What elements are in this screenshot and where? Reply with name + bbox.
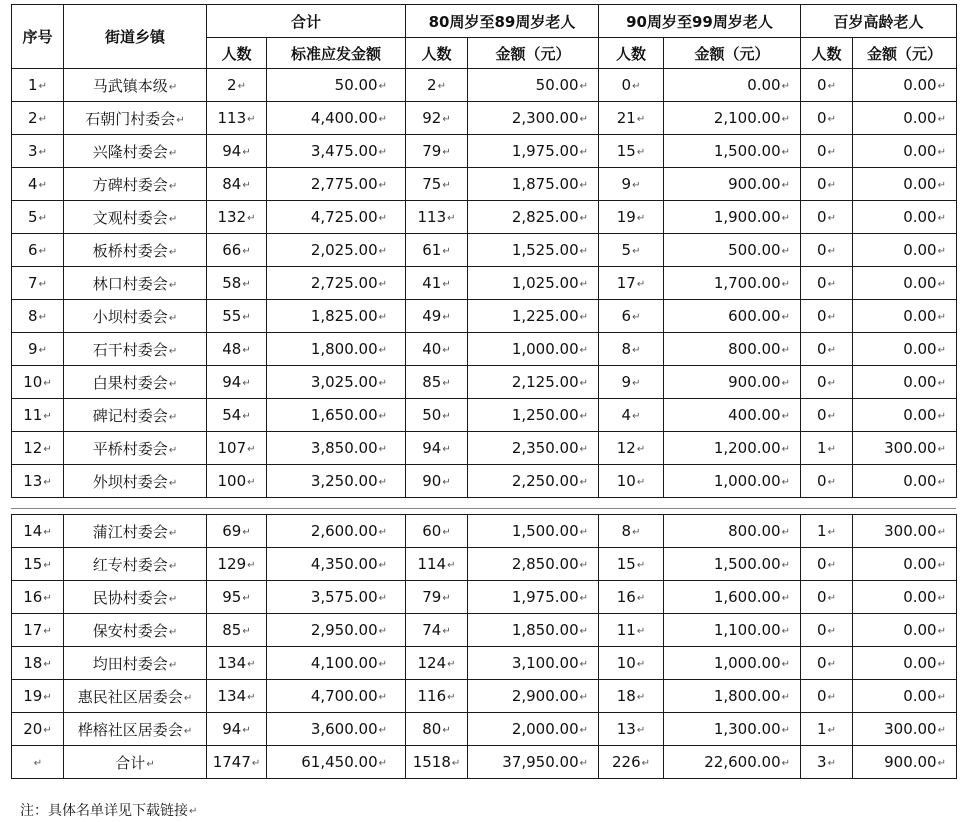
- cell-count-80: 75 ↵: [406, 168, 468, 201]
- cell-total-count: 2 ↵: [207, 69, 267, 102]
- cell-standard-amount: 4,100.00 ↵: [267, 647, 406, 680]
- cell-count-80: 40 ↵: [406, 333, 468, 366]
- cell-count-90: 6 ↵: [599, 300, 664, 333]
- cell-standard-amount: 3,250.00 ↵: [267, 465, 406, 498]
- cell-count-90: 12 ↵: [599, 432, 664, 465]
- cell-standard-amount: 2,775.00 ↵: [267, 168, 406, 201]
- cell-seq: 3 ↵: [12, 135, 64, 168]
- cell-seq: 13 ↵: [12, 465, 64, 498]
- cell-amount-90: 1,600.00 ↵: [664, 581, 801, 614]
- cell-total-count: 69 ↵: [207, 515, 267, 548]
- cell-seq: 6 ↵: [12, 234, 64, 267]
- cell-amount-80: 1,975.00 ↵: [468, 135, 599, 168]
- cell-amount-100: 0.00 ↵: [853, 300, 957, 333]
- cell-amount-80: 1,975.00 ↵: [468, 581, 599, 614]
- header-group-80: 80周岁至89周岁老人: [406, 5, 599, 38]
- cell-total-count: 107 ↵: [207, 432, 267, 465]
- cell-count-100: 1 ↵: [801, 515, 853, 548]
- cell-amount-100: 300.00 ↵: [853, 432, 957, 465]
- cell-total-count: 113 ↵: [207, 102, 267, 135]
- cell-count-90: 8 ↵: [599, 515, 664, 548]
- header-group-90: 90周岁至99周岁老人: [599, 5, 801, 38]
- cell-count-100: 0 ↵: [801, 333, 853, 366]
- cell-count-80: 50 ↵: [406, 399, 468, 432]
- cell-total-count: 58 ↵: [207, 267, 267, 300]
- cell-seq: 11 ↵: [12, 399, 64, 432]
- cell-count-90: 15 ↵: [599, 135, 664, 168]
- cell-count-100: 0 ↵: [801, 201, 853, 234]
- cell-amount-90: 1,500.00 ↵: [664, 548, 801, 581]
- total-seq: [12, 746, 64, 779]
- cell-seq: 1 ↵: [12, 69, 64, 102]
- cell-total-count: 132 ↵: [207, 201, 267, 234]
- cell-amount-90: 800.00 ↵: [664, 333, 801, 366]
- cell-amount-100: 0.00 ↵: [853, 399, 957, 432]
- table-row: [12, 201, 957, 234]
- cell-amount-90: 1,300.00 ↵: [664, 713, 801, 746]
- header-total-group: 合计: [207, 5, 406, 38]
- cell-amount-90: 800.00 ↵: [664, 515, 801, 548]
- elderly-subsidy-table-top: [11, 4, 957, 498]
- cell-amount-90: 1,000.00 ↵: [664, 647, 801, 680]
- cell-town: 小坝村委会 ↵: [64, 300, 207, 333]
- table-row: [12, 102, 957, 135]
- cell-count-100: 1 ↵: [801, 432, 853, 465]
- page-break-line: [11, 508, 956, 509]
- cell-standard-amount: 3,600.00 ↵: [267, 713, 406, 746]
- cell-count-100: 0 ↵: [801, 267, 853, 300]
- cell-amount-100: 300.00 ↵: [853, 713, 957, 746]
- cell-amount-80: 2,900.00 ↵: [468, 680, 599, 713]
- cell-amount-100: 0.00 ↵: [853, 333, 957, 366]
- cell-town: 板桥村委会 ↵: [64, 234, 207, 267]
- cell-count-80: 113 ↵: [406, 201, 468, 234]
- cell-amount-90: 400.00 ↵: [664, 399, 801, 432]
- cell-amount-90: 1,200.00 ↵: [664, 432, 801, 465]
- cell-amount-80: 1,850.00 ↵: [468, 614, 599, 647]
- cell-town: 碑记村委会 ↵: [64, 399, 207, 432]
- cell-standard-amount: 1,825.00 ↵: [267, 300, 406, 333]
- cell-amount-90: 1,500.00 ↵: [664, 135, 801, 168]
- cell-total-count: 134 ↵: [207, 647, 267, 680]
- cell-amount-80: 1,025.00 ↵: [468, 267, 599, 300]
- header-90-count: 人数: [599, 38, 664, 69]
- cell-total-count: 94 ↵: [207, 135, 267, 168]
- cell-amount-80: 50.00 ↵: [468, 69, 599, 102]
- table-row: [12, 69, 957, 102]
- cell-amount-90: 1,000.00 ↵: [664, 465, 801, 498]
- cell-seq: 2 ↵: [12, 102, 64, 135]
- cell-amount-100: 0.00 ↵: [853, 614, 957, 647]
- cell-amount-80: 2,125.00 ↵: [468, 366, 599, 399]
- cell-total-count: 95 ↵: [207, 581, 267, 614]
- cell-amount-100: 300.00 ↵: [853, 515, 957, 548]
- cell-total-count: 94 ↵: [207, 366, 267, 399]
- cell-standard-amount: 50.00 ↵: [267, 69, 406, 102]
- cell-standard-amount: 3,850.00 ↵: [267, 432, 406, 465]
- table-body-top: [12, 69, 957, 498]
- cell-standard-amount: 4,725.00 ↵: [267, 201, 406, 234]
- cell-amount-90: 1,800.00 ↵: [664, 680, 801, 713]
- cell-count-90: 13 ↵: [599, 713, 664, 746]
- cell-seq: 18 ↵: [12, 647, 64, 680]
- cell-total-count: 134 ↵: [207, 680, 267, 713]
- cell-amount-80: 2,250.00 ↵: [468, 465, 599, 498]
- cell-town: 均田村委会 ↵: [64, 647, 207, 680]
- cell-seq: 7 ↵: [12, 267, 64, 300]
- total-town: 合计 ↵: [64, 746, 207, 779]
- table-row: [12, 548, 957, 581]
- cell-amount-100: 0.00 ↵: [853, 267, 957, 300]
- cell-amount-100: 0.00 ↵: [853, 581, 957, 614]
- table-row: [12, 713, 957, 746]
- cell-total-count: 85 ↵: [207, 614, 267, 647]
- cell-standard-amount: 3,575.00 ↵: [267, 581, 406, 614]
- cell-count-100: 0 ↵: [801, 69, 853, 102]
- cell-amount-90: 1,700.00 ↵: [664, 267, 801, 300]
- cell-amount-80: 2,300.00 ↵: [468, 102, 599, 135]
- cell-total-count: 100 ↵: [207, 465, 267, 498]
- cell-amount-100: 0.00 ↵: [853, 234, 957, 267]
- total-amount-100: 900.00 ↵: [853, 746, 957, 779]
- cell-amount-80: 1,000.00 ↵: [468, 333, 599, 366]
- header-100-count: 人数: [801, 38, 853, 69]
- cell-count-90: 11 ↵: [599, 614, 664, 647]
- cell-town: 兴隆村委会 ↵: [64, 135, 207, 168]
- cell-standard-amount: 1,650.00 ↵: [267, 399, 406, 432]
- cell-count-90: 10 ↵: [599, 647, 664, 680]
- cell-town: 红专村委会 ↵: [64, 548, 207, 581]
- cell-amount-90: 2,100.00 ↵: [664, 102, 801, 135]
- total-count-80: 1518 ↵: [406, 746, 468, 779]
- cell-amount-80: 1,525.00 ↵: [468, 234, 599, 267]
- cell-amount-80: 2,350.00 ↵: [468, 432, 599, 465]
- header-standard-amount: 标准应发金额: [267, 38, 406, 69]
- cell-count-80: 85 ↵: [406, 366, 468, 399]
- table-row: [12, 300, 957, 333]
- cell-count-80: 74 ↵: [406, 614, 468, 647]
- cell-amount-80: 2,850.00 ↵: [468, 548, 599, 581]
- cell-amount-100: 0.00 ↵: [853, 465, 957, 498]
- cell-count-90: 5 ↵: [599, 234, 664, 267]
- cell-count-80: 49 ↵: [406, 300, 468, 333]
- cell-amount-100: 0.00 ↵: [853, 366, 957, 399]
- cell-town: 马武镇本级 ↵: [64, 69, 207, 102]
- cell-count-100: 0 ↵: [801, 581, 853, 614]
- cell-amount-90: 900.00 ↵: [664, 168, 801, 201]
- header-90-amount: 金额（元）: [664, 38, 801, 69]
- cell-count-100: 0 ↵: [801, 168, 853, 201]
- cell-standard-amount: 3,025.00 ↵: [267, 366, 406, 399]
- cell-amount-100: 0.00 ↵: [853, 168, 957, 201]
- cell-count-90: 0 ↵: [599, 69, 664, 102]
- header-row-1: [12, 5, 957, 38]
- cell-amount-90: 0.00 ↵: [664, 69, 801, 102]
- cell-town: 民协村委会 ↵: [64, 581, 207, 614]
- cell-standard-amount: 4,350.00 ↵: [267, 548, 406, 581]
- cell-town: 惠民社区居委会 ↵: [64, 680, 207, 713]
- cell-town: 方碑村委会 ↵: [64, 168, 207, 201]
- cell-town: 桦榕社区居委会 ↵: [64, 713, 207, 746]
- table-row: [12, 168, 957, 201]
- cell-amount-80: 1,225.00 ↵: [468, 300, 599, 333]
- cell-total-count: 48 ↵: [207, 333, 267, 366]
- cell-seq: 12 ↵: [12, 432, 64, 465]
- cell-amount-90: 600.00 ↵: [664, 300, 801, 333]
- cell-seq: 4 ↵: [12, 168, 64, 201]
- cell-count-80: 114 ↵: [406, 548, 468, 581]
- cell-town: 蒲江村委会 ↵: [64, 515, 207, 548]
- cell-seq: 8 ↵: [12, 300, 64, 333]
- cell-count-80: 60 ↵: [406, 515, 468, 548]
- cell-seq: 14 ↵: [12, 515, 64, 548]
- cell-count-100: 0 ↵: [801, 614, 853, 647]
- header-total-count: 人数: [207, 38, 267, 69]
- table-row: [12, 432, 957, 465]
- cell-amount-80: 2,000.00 ↵: [468, 713, 599, 746]
- cell-standard-amount: 2,025.00 ↵: [267, 234, 406, 267]
- cell-count-90: 18 ↵: [599, 680, 664, 713]
- table-row: [12, 399, 957, 432]
- table-body-bottom: [12, 515, 957, 779]
- cell-count-80: 94 ↵: [406, 432, 468, 465]
- cell-standard-amount: 2,950.00 ↵: [267, 614, 406, 647]
- cell-count-100: 0 ↵: [801, 647, 853, 680]
- cell-count-100: 0 ↵: [801, 548, 853, 581]
- cell-count-100: 0 ↵: [801, 399, 853, 432]
- cell-amount-80: 1,875.00 ↵: [468, 168, 599, 201]
- cell-count-100: 0 ↵: [801, 465, 853, 498]
- cell-count-80: 90 ↵: [406, 465, 468, 498]
- cell-count-80: 79 ↵: [406, 135, 468, 168]
- cell-count-80: 41 ↵: [406, 267, 468, 300]
- cell-total-count: 129 ↵: [207, 548, 267, 581]
- cell-count-90: 9 ↵: [599, 168, 664, 201]
- cell-amount-100: 0.00 ↵: [853, 102, 957, 135]
- footnote: 注：具体名单详见下载链接 ↵: [20, 800, 197, 820]
- cell-amount-100: 0.00 ↵: [853, 647, 957, 680]
- cell-standard-amount: 2,600.00 ↵: [267, 515, 406, 548]
- cell-amount-80: 3,100.00 ↵: [468, 647, 599, 680]
- table-row: [12, 465, 957, 498]
- cell-seq: 19 ↵: [12, 680, 64, 713]
- cell-count-100: 0 ↵: [801, 366, 853, 399]
- header-seq: 序号: [12, 5, 64, 69]
- cell-count-90: 17 ↵: [599, 267, 664, 300]
- table-row: [12, 234, 957, 267]
- total-total-count: 1747 ↵: [207, 746, 267, 779]
- cell-seq: 20 ↵: [12, 713, 64, 746]
- total-count-100: 3 ↵: [801, 746, 853, 779]
- cell-count-80: 79 ↵: [406, 581, 468, 614]
- cell-count-90: 10 ↵: [599, 465, 664, 498]
- cell-standard-amount: 3,475.00 ↵: [267, 135, 406, 168]
- cell-amount-90: 900.00 ↵: [664, 366, 801, 399]
- total-row: [12, 746, 957, 779]
- cell-amount-90: 500.00 ↵: [664, 234, 801, 267]
- header-80-amount: 金额（元）: [468, 38, 599, 69]
- cell-seq: 15 ↵: [12, 548, 64, 581]
- cell-count-100: 0 ↵: [801, 300, 853, 333]
- cell-count-100: 0 ↵: [801, 135, 853, 168]
- table-row: [12, 647, 957, 680]
- cell-count-90: 19 ↵: [599, 201, 664, 234]
- cell-amount-100: 0.00 ↵: [853, 69, 957, 102]
- cell-town: 白果村委会 ↵: [64, 366, 207, 399]
- cell-total-count: 84 ↵: [207, 168, 267, 201]
- cell-town: 外坝村委会 ↵: [64, 465, 207, 498]
- cell-count-100: 1 ↵: [801, 713, 853, 746]
- elderly-subsidy-table-bottom: [11, 514, 957, 779]
- cell-count-80: 61 ↵: [406, 234, 468, 267]
- cell-amount-80: 1,250.00 ↵: [468, 399, 599, 432]
- cell-total-count: 66 ↵: [207, 234, 267, 267]
- cell-count-80: 92 ↵: [406, 102, 468, 135]
- cell-count-80: 116 ↵: [406, 680, 468, 713]
- cell-count-90: 8 ↵: [599, 333, 664, 366]
- cell-amount-90: 1,900.00 ↵: [664, 201, 801, 234]
- cell-amount-100: 0.00 ↵: [853, 680, 957, 713]
- cell-standard-amount: 1,800.00 ↵: [267, 333, 406, 366]
- cell-amount-80: 1,500.00 ↵: [468, 515, 599, 548]
- cell-count-80: 2 ↵: [406, 69, 468, 102]
- cell-count-80: 124 ↵: [406, 647, 468, 680]
- table-row: [12, 581, 957, 614]
- cell-total-count: 54 ↵: [207, 399, 267, 432]
- header-80-count: 人数: [406, 38, 468, 69]
- table-row: [12, 366, 957, 399]
- cell-total-count: 94 ↵: [207, 713, 267, 746]
- cell-town: 文观村委会 ↵: [64, 201, 207, 234]
- cell-seq: 16 ↵: [12, 581, 64, 614]
- cell-count-100: 0 ↵: [801, 680, 853, 713]
- table-row: [12, 515, 957, 548]
- cell-count-90: 16 ↵: [599, 581, 664, 614]
- cell-town: 平桥村委会 ↵: [64, 432, 207, 465]
- total-amount-80: 37,950.00 ↵: [468, 746, 599, 779]
- cell-amount-100: 0.00 ↵: [853, 548, 957, 581]
- total-amount-90: 22,600.00 ↵: [664, 746, 801, 779]
- cell-town: 林口村委会 ↵: [64, 267, 207, 300]
- total-count-90: 226 ↵: [599, 746, 664, 779]
- table-row: [12, 614, 957, 647]
- cell-seq: 10 ↵: [12, 366, 64, 399]
- cell-town: 石干村委会 ↵: [64, 333, 207, 366]
- cell-seq: 9 ↵: [12, 333, 64, 366]
- cell-count-90: 9 ↵: [599, 366, 664, 399]
- cell-amount-90: 1,100.00 ↵: [664, 614, 801, 647]
- cell-count-100: 0 ↵: [801, 234, 853, 267]
- cell-amount-80: 2,825.00 ↵: [468, 201, 599, 234]
- cell-amount-100: 0.00 ↵: [853, 201, 957, 234]
- cell-standard-amount: 2,725.00 ↵: [267, 267, 406, 300]
- cell-standard-amount: 4,700.00 ↵: [267, 680, 406, 713]
- table-row: [12, 135, 957, 168]
- cell-seq: 17 ↵: [12, 614, 64, 647]
- cell-count-90: 4 ↵: [599, 399, 664, 432]
- cell-standard-amount: 4,400.00 ↵: [267, 102, 406, 135]
- cell-count-90: 21 ↵: [599, 102, 664, 135]
- cell-count-80: 80 ↵: [406, 713, 468, 746]
- cell-total-count: 55 ↵: [207, 300, 267, 333]
- cell-seq: 5 ↵: [12, 201, 64, 234]
- total-standard-amount: 61,450.00 ↵: [267, 746, 406, 779]
- header-100-amount: 金额（元）: [853, 38, 957, 69]
- cell-town: 石朝门村委会 ↵: [64, 102, 207, 135]
- cell-town: 保安村委会 ↵: [64, 614, 207, 647]
- cell-amount-100: 0.00 ↵: [853, 135, 957, 168]
- cell-count-100: 0 ↵: [801, 102, 853, 135]
- table-row: [12, 680, 957, 713]
- header-town: 街道乡镇: [64, 5, 207, 69]
- header-group-100: 百岁高龄老人: [801, 5, 957, 38]
- table-row: [12, 333, 957, 366]
- table-row: [12, 267, 957, 300]
- cell-count-90: 15 ↵: [599, 548, 664, 581]
